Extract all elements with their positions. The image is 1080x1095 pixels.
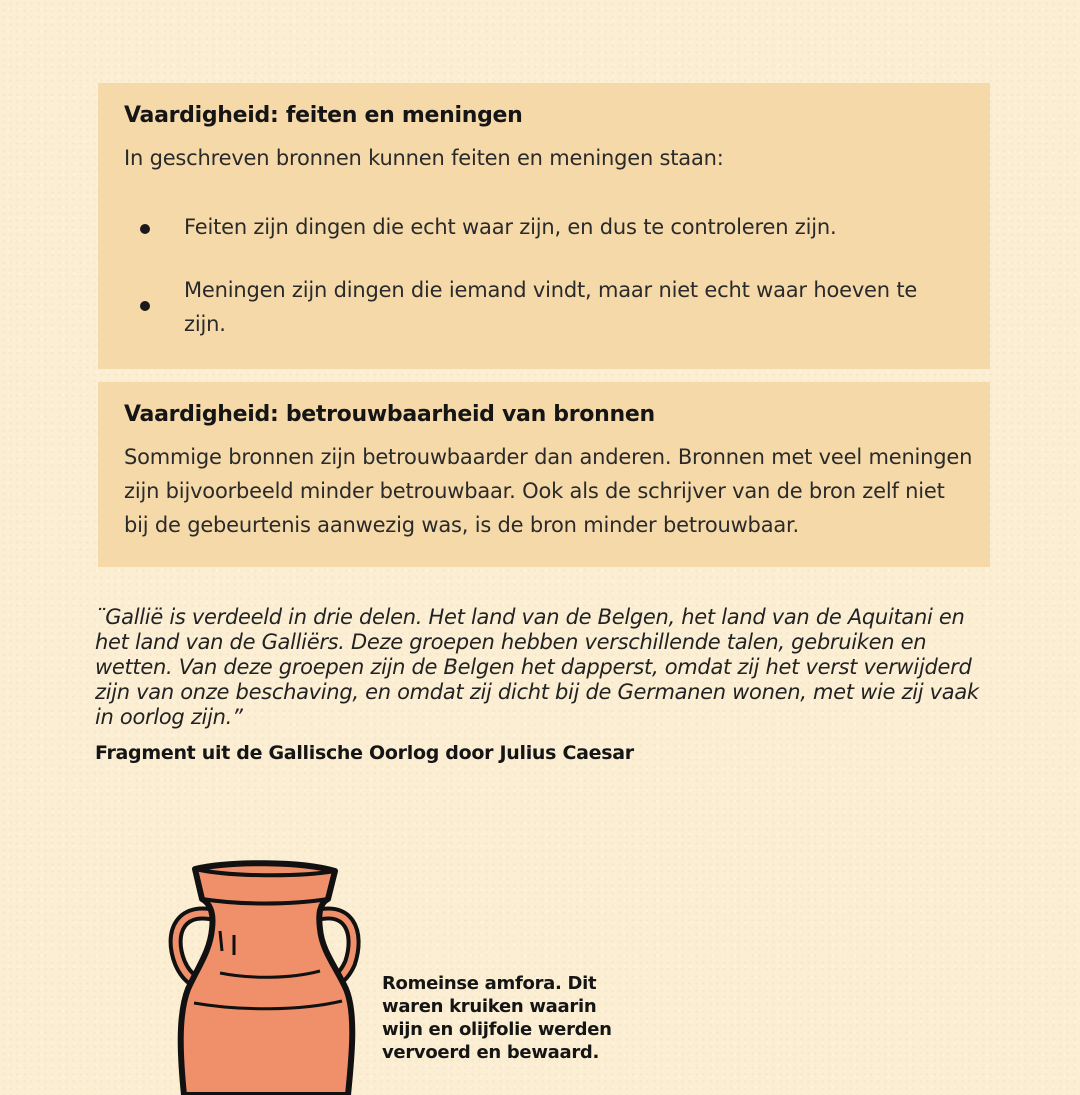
box-intro: In geschreven bronnen kunnen feiten en meningen staan: <box>124 146 724 170</box>
box-title: Vaardigheid: betrouwbaarheid van bronnen <box>124 402 655 427</box>
amphora-icon <box>160 855 370 1095</box>
skill-box-facts-opinions <box>98 83 990 369</box>
caesar-quote: ¨Gallië is verdeeld in drie delen. Het land van de Belgen, het land van de Aquitani en het land van de Galliërs. Deze groepen hebben verschillende talen, gebruiken en wetten. Van deze groepen zijn de Belgen het dapperst, omdat zij het verst verwijderd zijn van onze beschaving, en omdat zij dicht bij de Germanen wonen, met wie zij vaak in oorlog zijn.” <box>95 605 979 729</box>
bullet-item: Meningen zijn dingen die iemand vindt, maar niet echt waar hoeven te zijn. <box>184 278 918 336</box>
skill-box-reliability <box>98 382 990 567</box>
bullet-item: Feiten zijn dingen die echt waar zijn, en dus te controleren zijn. <box>184 215 837 239</box>
bullet-icon <box>140 224 150 234</box>
amphora-caption: Romeinse amfora. Dit waren kruiken waarin wijn en olijfolie werden vervoerd en bewaard. <box>382 973 612 1063</box>
quote-source: Fragment uit de Gallische Oorlog door Julius Caesar <box>95 742 634 764</box>
bullet-icon <box>140 301 150 311</box>
box-text: Sommige bronnen zijn betrouwbaarder dan anderen. Bronnen met veel meningen zijn bijvoorbeeld minder betrouwbaar. Ook als de schrijver van de bron zelf niet bij de gebeurtenis aanwezig was, is de bron minder betrouwbaar. <box>124 445 973 537</box>
box-title: Vaardigheid: feiten en meningen <box>124 103 523 128</box>
